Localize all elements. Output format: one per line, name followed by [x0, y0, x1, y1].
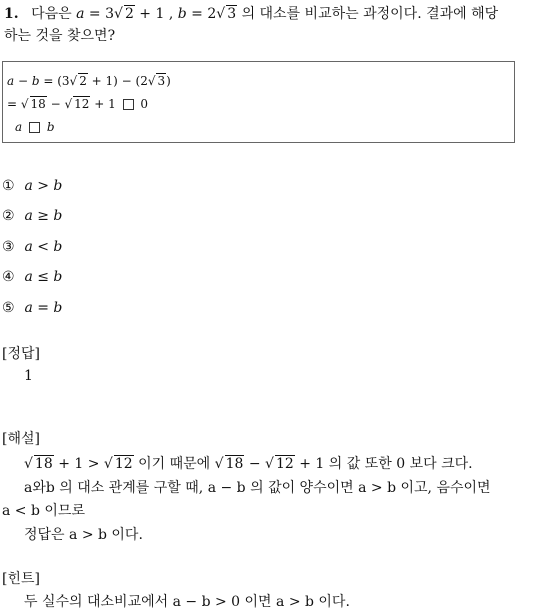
- option-2[interactable]: [2, 208, 62, 224]
- question-line-1: 1. 다음은 a = 3√ 2 + 1 , b = 2√ 3 의 대소를 비교하는 과정이다. 결과에 해당: [4, 6, 499, 22]
- box-line-2: = √ 18 − √ 12 + 1 0: [7, 97, 149, 111]
- option-3[interactable]: [2, 239, 62, 255]
- solution-label: [해설]: [2, 431, 40, 447]
- solution-line-1-text: 이기 때문에: [138, 456, 211, 472]
- option-text: a > b: [24, 178, 63, 194]
- option-1[interactable]: [2, 178, 62, 194]
- option-text: a ≥ b: [24, 208, 63, 224]
- solution-line-2: a와b 의 대소 관계를 구할 때, a − b 의 값이 양수이면 a > b 이고, 음수이면: [24, 480, 491, 496]
- option-5[interactable]: [2, 300, 62, 316]
- question-body: 의 대소를 비교하는 과정이다. 결과에 해당: [241, 6, 499, 22]
- solution-line-4: 정답은 a > b 이다.: [24, 527, 143, 543]
- option-4[interactable]: [2, 269, 62, 285]
- answer-value: 1: [24, 368, 33, 384]
- solution-line-1-tail: 의 값 또한 0 보다 크다.: [328, 456, 473, 472]
- option-marker: ⑤: [2, 300, 15, 316]
- hint-text: 두 실수의 대소비교에서 a − b > 0 이면 a > b 이다.: [24, 594, 350, 610]
- box-line-3: a b: [15, 120, 55, 134]
- blank-box: [29, 122, 40, 133]
- blank-box: [123, 99, 134, 110]
- option-text: a = b: [24, 300, 63, 316]
- question-number: 1.: [4, 6, 19, 22]
- solution-line-1: √ 18 + 1 > √ 12 이기 때문에 √ 18 − √ 12 + 1 의 값 또한 0 보다 크다.: [24, 456, 473, 472]
- process-box: [2, 61, 515, 143]
- option-marker: ③: [2, 239, 15, 255]
- solution-line-3: a < b 이므로: [2, 503, 85, 519]
- option-text: a < b: [24, 239, 63, 255]
- question-line-2: 하는 것을 찾으면?: [4, 28, 116, 44]
- option-marker: ①: [2, 178, 15, 194]
- answer-label: [정답]: [2, 346, 40, 362]
- option-marker: ②: [2, 208, 15, 224]
- option-text: a ≤ b: [24, 269, 63, 285]
- box-line-1: a − b = (3√ 2 + 1) − (2√ 3): [7, 74, 171, 88]
- option-marker: ④: [2, 269, 15, 285]
- question-intro: 다음은: [31, 6, 72, 22]
- hint-label: [힌트]: [2, 571, 40, 587]
